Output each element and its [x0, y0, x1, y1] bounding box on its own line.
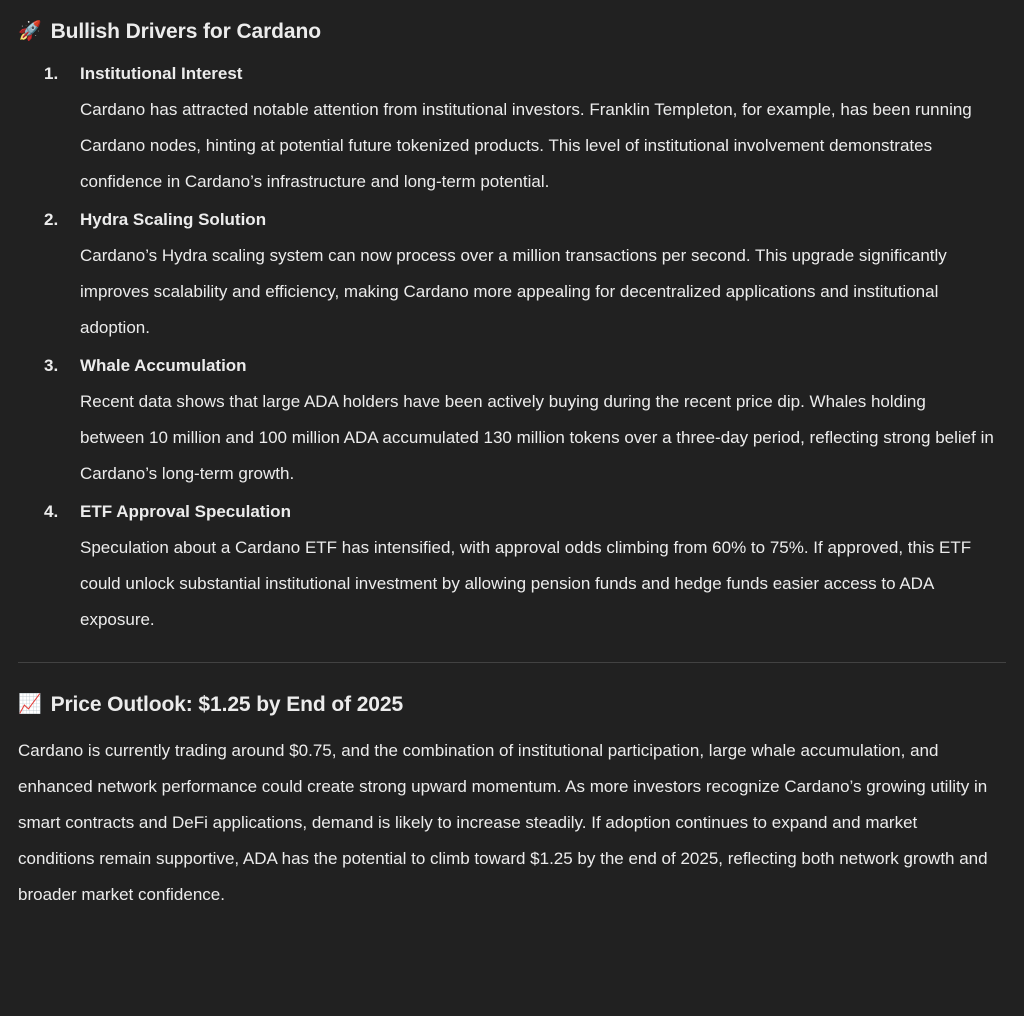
price-outlook-heading-text: Price Outlook: $1.25 by End of 2025 — [50, 693, 404, 716]
list-item-title: Whale Accumulation — [80, 356, 247, 375]
list-item-number: 3. — [44, 356, 59, 375]
list-item-title: ETF Approval Speculation — [80, 502, 291, 521]
list-item-body: Recent data shows that large ADA holders have been actively buying during the recent price dip. Whales holding between 10 million and 100 million ADA accumulated 130 million tokens over a three-day period, reflecting strong belief in Cardano’s long-term growth. — [80, 392, 994, 483]
bullish-drivers-list — [18, 56, 1008, 638]
list-item — [18, 348, 1008, 492]
list-item — [18, 202, 1008, 346]
list-item-number: 2. — [44, 210, 59, 229]
price-outlook-body: Cardano is currently trading around $0.75, and the combination of institutional participation, large whale accumulation, and enhanced network performance could create strong upward momentum. As more investors recognize Cardano’s growing utility in smart contracts and DeFi applications, demand is likely to increase steadily. If adoption continues to expand and market conditions remain supportive, ADA has the potential to climb toward $1.25 by the end of 2025, reflecting both network growth and broader market confidence. — [18, 741, 988, 904]
list-item — [18, 56, 1008, 200]
section-divider — [18, 662, 1006, 663]
list-item-number: 4. — [44, 502, 59, 521]
rocket-emoji: 🚀 — [18, 21, 42, 42]
bullish-drivers-heading — [18, 18, 1008, 46]
list-item-body: Cardano has attracted notable attention from institutional investors. Franklin Templeton, for example, has been running Cardano nodes, hinting at potential future tokenized products. This level of institutional involvement demonstrates confidence in Cardano’s infrastructure and long-term potential. — [80, 100, 972, 191]
bullish-drivers-heading-text: Bullish Drivers for Cardano — [50, 20, 321, 43]
list-item-body: Speculation about a Cardano ETF has intensified, with approval odds climbing from 60% to 75%. If approved, this ETF could unlock substantial institutional investment by allowing pension funds and hedge funds easier access to ADA exposure. — [80, 538, 972, 629]
list-item-number: 1. — [44, 64, 59, 83]
list-item — [18, 494, 1008, 638]
list-item-title: Hydra Scaling Solution — [80, 210, 267, 229]
list-item-body: Cardano’s Hydra scaling system can now process over a million transactions per second. This upgrade significantly improves scalability and efficiency, making Cardano more appealing for decentralized applications and institutional adoption. — [80, 246, 947, 337]
price-outlook-heading — [18, 691, 1008, 719]
chart-increasing-emoji: 📈 — [18, 694, 42, 715]
list-item-title: Institutional Interest — [80, 64, 243, 83]
